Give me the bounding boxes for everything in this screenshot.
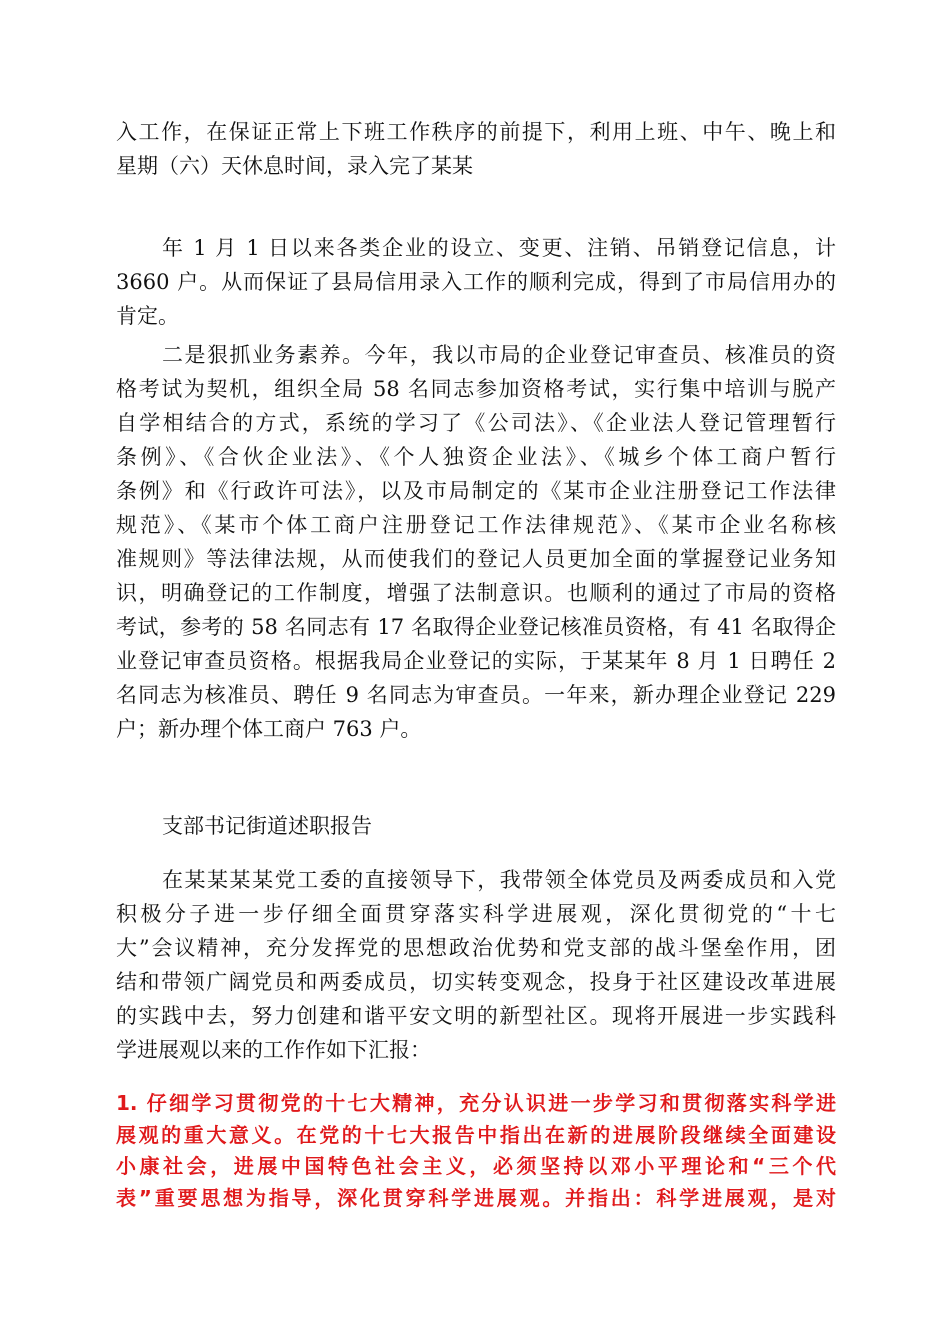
paragraph-5 [116,863,836,1067]
text-line: 结和带领广阔党员和两委成员，切实转变观念，投身于社区建设改革进展 [116,970,836,994]
text-line: 1. 仔细学习贯彻党的十七大精神，充分认识进一步学习和贯彻落实科学进 [116,1091,836,1115]
text-line: 大”会议精神，充分发挥党的思想政治优势和党支部的战斗堡垒作用，团 [116,936,836,960]
text-line: 条例》、《合伙企业法》、《个人独资企业法》、《城乡个体工商户暂行 [116,445,836,469]
text-line: 二是狠抓业务素养。今年，我以市局的企业登记审查员、核准员的资 [162,343,836,367]
text-line: 条例》和《行政许可法》，以及市局制定的《某市企业注册登记工作法律 [116,479,836,503]
text-line: 小康社会，进展中国特色社会主义，必须坚持以邓小平理论和“三个代 [116,1154,836,1178]
text-line: 年 1 月 1 日以来各类企业的设立、变更、注销、吊销登记信息，计 [162,236,836,260]
text-line: 肯定。 [116,304,179,328]
text-line: 业登记审查员资格。根据我局企业登记的实际，于某某年 8 月 1 日聘任 2 [116,649,836,673]
highlighted-heading [116,1088,836,1214]
text-line: 在某某某某党工委的直接领导下，我带领全体党员及两委成员和入党 [162,868,836,892]
text-line: 识，明确登记的工作制度，增强了法制意识。也顺利的通过了市局的资格 [116,581,836,605]
text-line: 积极分子进一步仔细全面贯穿落实科学进展观，深化贯彻党的“十七 [116,902,836,926]
text-line: 的实践中去，努力创建和谐平安文明的新型社区。现将开展进一步实践科 [116,1004,836,1028]
paragraph-2 [116,231,836,333]
text-line: 展观的重大意义。在党的十七大报告中指出在新的进展阶段继续全面建设 [116,1122,836,1147]
text-line: 格考试为契机，组织全局 58 名同志参加资格考试，实行集中培训与脱产 [116,377,836,401]
text-line: 入工作，在保证正常上下班工作秩序的前提下，利用上班、中午、晚上和 [116,120,836,144]
text-line: 户；新办理个体工商户 763 户。 [116,717,422,741]
text-line: 学进展观以来的工作作如下汇报： [116,1038,431,1062]
text-line: 表”重要思想为指导，深化贯穿科学进展观。并指出：科学进展观，是对 [116,1185,836,1210]
text-line: 准规则》等法律法规，从而使我们的登记人员更加全面的掌握登记业务知 [116,547,836,571]
text-line: 自学相结合的方式，系统的学习了《公司法》、《企业法人登记管理暂行 [116,411,836,435]
text-line: 3660 户。从而保证了县局信用录入工作的顺利完成，得到了市局信用办的 [116,270,836,294]
paragraph-1 [116,115,836,183]
section-title [116,809,836,843]
text-line: 名同志为核准员、聘任 9 名同志为审查员。一年来，新办理企业登记 229 [116,683,836,707]
text-line: 支部书记街道述职报告 [162,814,372,838]
text-line: 规范》、《某市个体工商户注册登记工作法律规范》、《某市企业名称核 [116,513,836,537]
text-line: 考试，参考的 58 名同志有 17 名取得企业登记核准员资格，有 41 名取得企 [116,615,836,639]
text-line: 星期（六）天休息时间，录入完了某某 [116,154,473,178]
paragraph-3 [116,338,836,746]
